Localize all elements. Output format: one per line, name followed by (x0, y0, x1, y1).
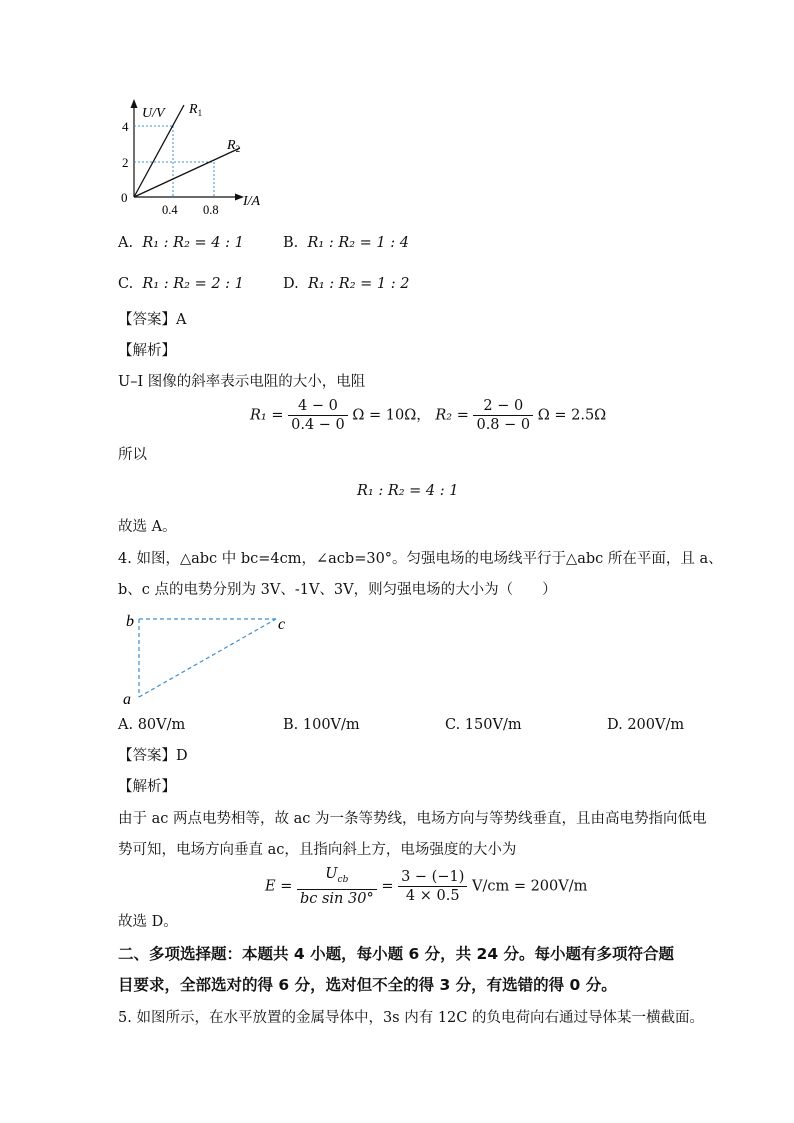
q4-equation-e: E = $\frac{U_{cb}}{\text{bc sin 30°}}$ = $\frac{3 - (-1)}{4 \times 0.5}$ V/cm = 200V/m (265, 866, 588, 907)
r1-label: $R_1$ (189, 102, 203, 118)
q4-option-c: C. 150V/m (445, 717, 522, 733)
section2-heading-line2: 目要求，全部选对的得 6 分，选对但不全的得 3 分，有选错的得 0 分。 (118, 976, 617, 994)
q4-analysis-heading: 【解析】 (118, 779, 176, 795)
fraction-ucb: $\frac{U_{cb}}{\text{bc sin 30°}}$ (297, 865, 377, 908)
q3-conclusion: 故选 A。 (118, 519, 177, 535)
q3-analysis-heading: 【解析】 (118, 343, 176, 359)
q3-option-d: D. R₁ : R₂ = 1 : 2 (283, 276, 410, 292)
q3-option-a: A. R₁ : R₂ = 4 : 1 (118, 235, 244, 251)
q3-answer: 【答案】A (118, 312, 187, 328)
q3-option-b: B. R₁ : R₂ = 1 : 4 (283, 235, 409, 251)
side-ac (139, 619, 276, 697)
q3-option-c: C. R₁ : R₂ = 2 : 1 (118, 276, 244, 292)
vertex-a-label: a (123, 691, 131, 708)
ui-graph (110, 95, 280, 220)
vertex-c-label: c (278, 616, 286, 633)
x-tick-08: 0.8 (203, 203, 219, 217)
q4-analysis-line2: 势可知，电场方向垂直 ac，且指向斜上方，电场强度的大小为 (118, 842, 517, 858)
x-tick-04: 0.4 (162, 203, 178, 217)
q4-option-d: D. 200V/m (607, 717, 685, 733)
triangle-figure (118, 608, 303, 708)
y-axis-arrow (131, 99, 138, 108)
r2-label: $R_2$ (227, 138, 241, 154)
fraction-r2: $\frac{2 - 0}{0.8 - 0}$ (473, 397, 533, 434)
y-tick-4: 4 (122, 119, 129, 134)
q3-equation-r: R₁ = $\frac{4 - 0}{0.4 - 0}$ Ω = 10Ω， R₂ = $\frac{2 - 0}{0.8 - 0}$ Ω = 2.5Ω (250, 398, 607, 433)
q3-analysis-text: U–I 图像的斜率表示电阻的大小，电阻 (118, 374, 366, 390)
section2-heading-line1: 二、多项选择题：本题共 4 小题，每小题 6 分，共 24 分。每小题有多项符合题 (118, 945, 675, 963)
q3-ratio: R₁ : R₂ = 4 : 1 (357, 483, 459, 499)
q4-stem-line2: b、c 点的电势分别为 3V、-1V、3V，则匀强电场的大小为（ ） (118, 582, 557, 598)
y-tick-2: 2 (122, 155, 129, 170)
vertex-b-label: b (126, 613, 134, 630)
x-axis-label: I/A (243, 194, 261, 209)
q4-stem-line1: 4. 如图，△abc 中 bc=4cm，∠acb=30°。匀强电场的电场线平行于△abc 所在平面，且 a、 (118, 551, 723, 567)
q3-so: 所以 (118, 447, 147, 463)
origin-label: 0 (121, 190, 128, 205)
q4-option-b: B. 100V/m (283, 717, 360, 733)
line-r2 (134, 148, 240, 197)
q4-analysis-line1: 由于 ac 两点电势相等，故 ac 为一条等势线，电场方向与等势线垂直，且由高电势指向低电 (118, 811, 707, 827)
fraction-values: $\frac{3 - (-1)}{4 \times 0.5}$ (398, 868, 467, 905)
fraction-r1: $\frac{4 - 0}{0.4 - 0}$ (288, 397, 348, 434)
q5-stem-line1: 5. 如图所示，在水平放置的金属导体中，3s 内有 12C 的负电荷向右通过导体某一横截面。 (118, 1010, 704, 1026)
q4-option-a: A. 80V/m (118, 717, 186, 733)
q4-answer: 【答案】D (118, 748, 188, 764)
q4-conclusion: 故选 D。 (118, 914, 178, 930)
y-axis-label: U/V (142, 106, 165, 121)
